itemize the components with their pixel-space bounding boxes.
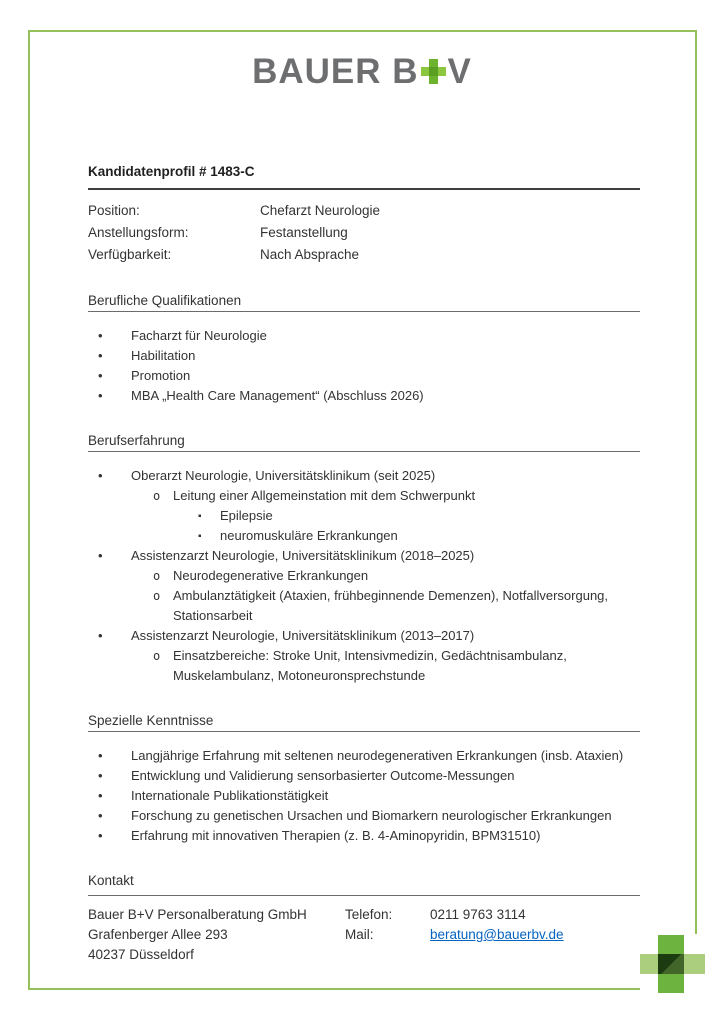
section-spezielle-kenntnisse [88,711,640,846]
list-item [88,586,640,626]
list-item [88,466,640,486]
bullet-icon: • [98,788,103,803]
company-logo [0,52,724,92]
list-item-text: Neurodegenerative Erkrankungen [173,568,369,583]
list-item [88,506,640,526]
bullet-icon: • [98,828,103,843]
list-item-text: Ambulanztätigkeit (Ataxien, frühbeginnende Demenzen), Notfallversorgung, Stationsarbeit [173,588,609,623]
list-item-text: Promotion [131,368,191,383]
field-value: Festanstellung [260,225,348,240]
document-content [88,162,640,965]
list-item [88,546,640,566]
bullet-icon: • [98,548,103,563]
field-label: Verfügbarkeit: [88,247,172,262]
mail-row [345,925,640,945]
list-item-text: Oberarzt Neurologie, Universitätsklinikum (seit 2025) [131,468,436,483]
field-row-anstellungsform [88,222,640,244]
field-label: Anstellungsform: [88,225,189,240]
phone-label: Telefon: [345,907,393,922]
list-item [88,806,640,826]
bullet-icon: • [98,768,103,783]
square-bullet-icon: ▪ [198,511,202,522]
section-heading: Kontakt [88,871,640,896]
company-name: Bauer B+V Personalberatung GmbH [88,907,307,922]
profile-fields [88,200,640,266]
list-item [88,366,640,386]
list-item-text: MBA „Health Care Management“ (Abschluss 2026) [131,388,424,403]
circle-bullet-icon: o [153,489,161,503]
bullet-icon: • [98,368,103,383]
list-item [88,526,640,546]
bullet-icon: • [98,628,103,643]
bullet-icon: • [98,328,103,343]
field-row-verfuegbarkeit [88,244,640,266]
circle-bullet-icon: o [153,649,161,663]
list-item [88,486,640,506]
email-link[interactable]: beratung@bauerbv.de [430,927,564,942]
page-border-top [28,30,697,32]
section-heading: Berufliche Qualifikationen [88,291,640,312]
list-item [88,566,640,586]
list-item [88,386,640,406]
field-label: Position: [88,203,140,218]
document-title: Kandidatenprofil # 1483-C [88,162,640,190]
bullet-icon: • [98,468,103,483]
field-value: Chefarzt Neurologie [260,203,381,218]
list-item-text: Erfahrung mit innovativen Therapien (z. B. 4-Aminopyridin, BPM31510) [131,828,541,843]
list-item [88,326,640,346]
page-border-bottom [28,988,640,990]
corner-cross-center [658,954,684,974]
list-item-text: Epilepsie [220,508,273,523]
list-item [88,766,640,786]
section-berufserfahrung [88,431,640,686]
company-address [88,905,345,965]
list-item [88,626,640,646]
logo-plus-cross-icon [421,59,446,84]
circle-bullet-icon: o [153,589,161,603]
phone-number: 0211 9763 3114 [430,907,526,922]
list-item-text: Facharzt für Neurologie [131,328,267,343]
list-item [88,646,640,686]
list-item-text: Leitung einer Allgemeinstation mit dem Schwerpunkt [173,488,476,503]
phone-row [345,905,640,925]
list-item-text: Entwicklung und Validierung sensorbasierter Outcome-Messungen [131,768,515,783]
section-heading: Berufserfahrung [88,431,640,452]
square-bullet-icon: ▪ [198,531,202,542]
list-item [88,346,640,366]
list-item-text: neuromuskuläre Erkrankungen [220,528,398,543]
logo-text-left: BAUER B [252,52,419,91]
section-heading: Spezielle Kenntnisse [88,711,640,732]
field-value: Nach Absprache [260,247,360,262]
bullet-icon: • [98,808,103,823]
bullet-list [88,326,640,406]
page-border-right [695,30,697,934]
bullet-list [88,746,640,846]
circle-bullet-icon: o [153,569,161,583]
bullet-list [88,466,640,686]
list-item-text: Forschung zu genetischen Ursachen und Biomarkern neurologischer Erkrankungen [131,808,612,823]
list-item-text: Assistenzarzt Neurologie, Universitätsklinikum (2013–2017) [131,628,475,643]
list-item [88,786,640,806]
logo-text-right: V [447,52,472,91]
company-street: Grafenberger Allee 293 [88,927,228,942]
section-berufliche-qualifikationen [88,291,640,406]
page-border-left [28,30,30,990]
contact-details [88,905,640,965]
list-item [88,746,640,766]
list-item [88,826,640,846]
list-item-text: Einsatzbereiche: Stroke Unit, Intensivmedizin, Gedächtnisambulanz, Muskelambulanz, Motoneuronsprechstunde [173,648,567,683]
list-item-text: Habilitation [131,348,196,363]
bullet-icon: • [98,388,103,403]
bullet-icon: • [98,348,103,363]
section-kontakt [88,871,640,965]
mail-label: Mail: [345,927,374,942]
company-city: 40237 Düsseldorf [88,947,194,962]
list-item-text: Langjährige Erfahrung mit seltenen neurodegenerativen Erkrankungen (insb. Ataxien) [131,748,624,763]
list-item-text: Internationale Publikationstätigkeit [131,788,329,803]
list-item-text: Assistenzarzt Neurologie, Universitätsklinikum (2018–2025) [131,548,475,563]
field-row-position [88,200,640,222]
contact-methods [345,905,640,965]
bullet-icon: • [98,748,103,763]
